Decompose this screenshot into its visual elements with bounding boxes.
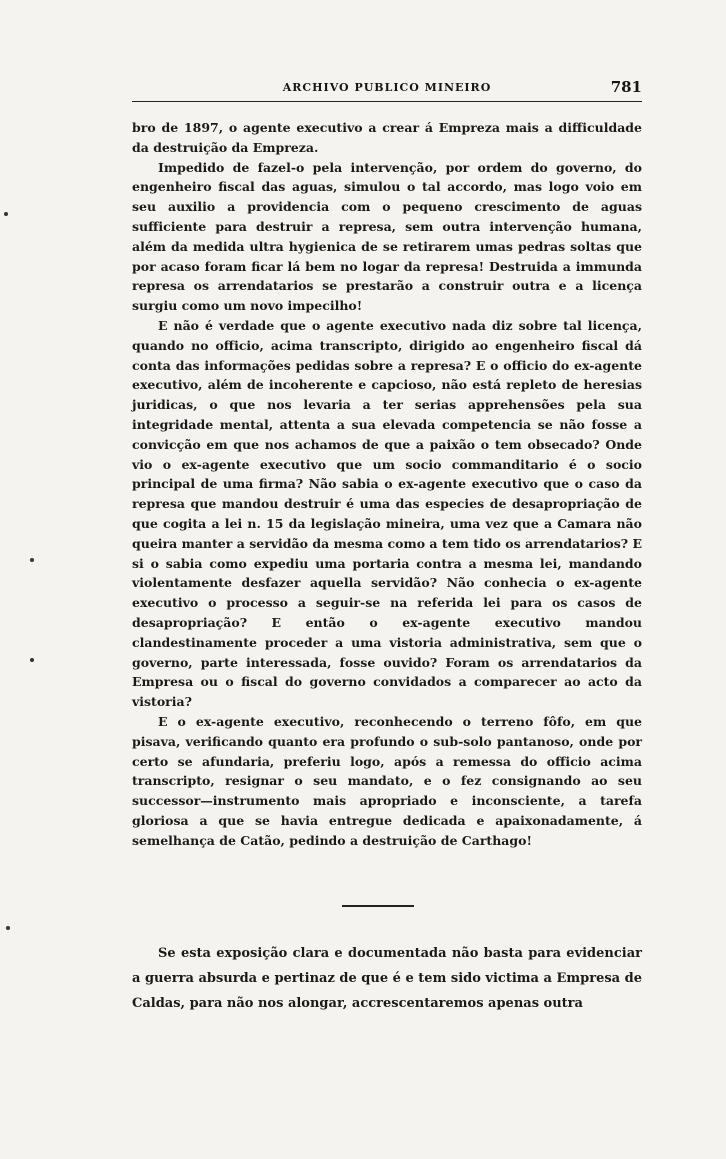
paragraph: E não é verdade que o agente executivo nada diz sobre tal licença, quando no officio, acima transcripto, dirigido ao engenheiro fiscal dá conta das informações pedidas sobre a represa? E o officio do ex-agente executivo, além de incoherente e capcioso, não está repleto de heresias juridicas, o que nos levaria a ter serias apprehensões pela sua integridade mental, attenta a sua elevada competencia se não fosse a convicção em que nos achamos de que a paixão o tem obsecado? Onde vio o ex-agente executivo que um socio commanditario é o socio principal de uma firma? Não sabia o ex-agente executivo que o caso da represa que mandou destruir é uma das especies de desapropriação de que cogita a lei n. 15 da legislação mineira, uma vez que a Camara não queira manter a servidão da mesma como a tem tido os arrendatarios? E si o sabia como expediu uma portaria contra a mesma lei, mandando violentamente desfazer aquella servidão? Não conhecia o ex-agente executivo o processo a seguir-se na referida lei para os casos de desapropriação? E então o ex-agente executivo mandou clandestinamente proceder a uma vistoria administrativa, sem que o governo, parte interessada, fosse ouvido? Foram os arrendatarios da Empresa ou o fiscal do governo convidados a comparecer ao acto da vistoria? (132, 317, 642, 710)
paragraph: E o ex-agente executivo, reconhecendo o terreno fôfo, em que pisava, verificando quanto era profundo o sub-solo pantanoso, onde por certo se afundaria, preferiu logo, após a remessa do officio acima transcripto, resignar o seu mandato, e o fez consignando ao seu successor—instrumento mais apropriado e inconsciente, a tarefa gloriosa a que se havia entregue dedicada e apaixonadamente, á semelhança de Catão, pedindo a destruição de Carthago! (132, 713, 642, 848)
closing-text-block (132, 941, 642, 1016)
page-header (132, 78, 642, 100)
page-number: 781 (610, 78, 642, 96)
header-rule (132, 101, 642, 102)
main-text-block (132, 118, 642, 850)
margin-dot (4, 212, 8, 216)
running-title: ARCHIVO PUBLICO MINEIRO (282, 81, 492, 94)
margin-dot (30, 558, 34, 562)
closing-paragraph: Se esta exposição clara e documentada não basta para evidenciar a guerra absurda e pertinaz de que é e tem sido victima a Empresa de Caldas, para não nos alongar, accrescentaremos apenas outra (132, 946, 642, 1011)
margin-dot (6, 926, 10, 930)
paragraph: bro de 1897, o agente executivo a crear á Empreza mais a difficuldade da destruição da Empreza. (132, 120, 642, 155)
section-separator (342, 905, 414, 907)
margin-dot (30, 658, 34, 662)
paragraph: Impedido de fazel-o pela intervenção, por ordem do governo, do engenheiro fiscal das aguas, simulou o tal accordo, mas logo voio em seu auxilio a providencia com o pequeno crescimento de aguas sufficiente para destruir a represa, sem outra intervenção humana, além da medida ultra hygienica de se retirarem umas pedras soltas que por acaso foram ficar lá bem no logar da represa! Destruida a immunda represa os arrendatarios se prestarão a construir outra e a licença surgiu como um novo impecilho! (132, 159, 642, 314)
